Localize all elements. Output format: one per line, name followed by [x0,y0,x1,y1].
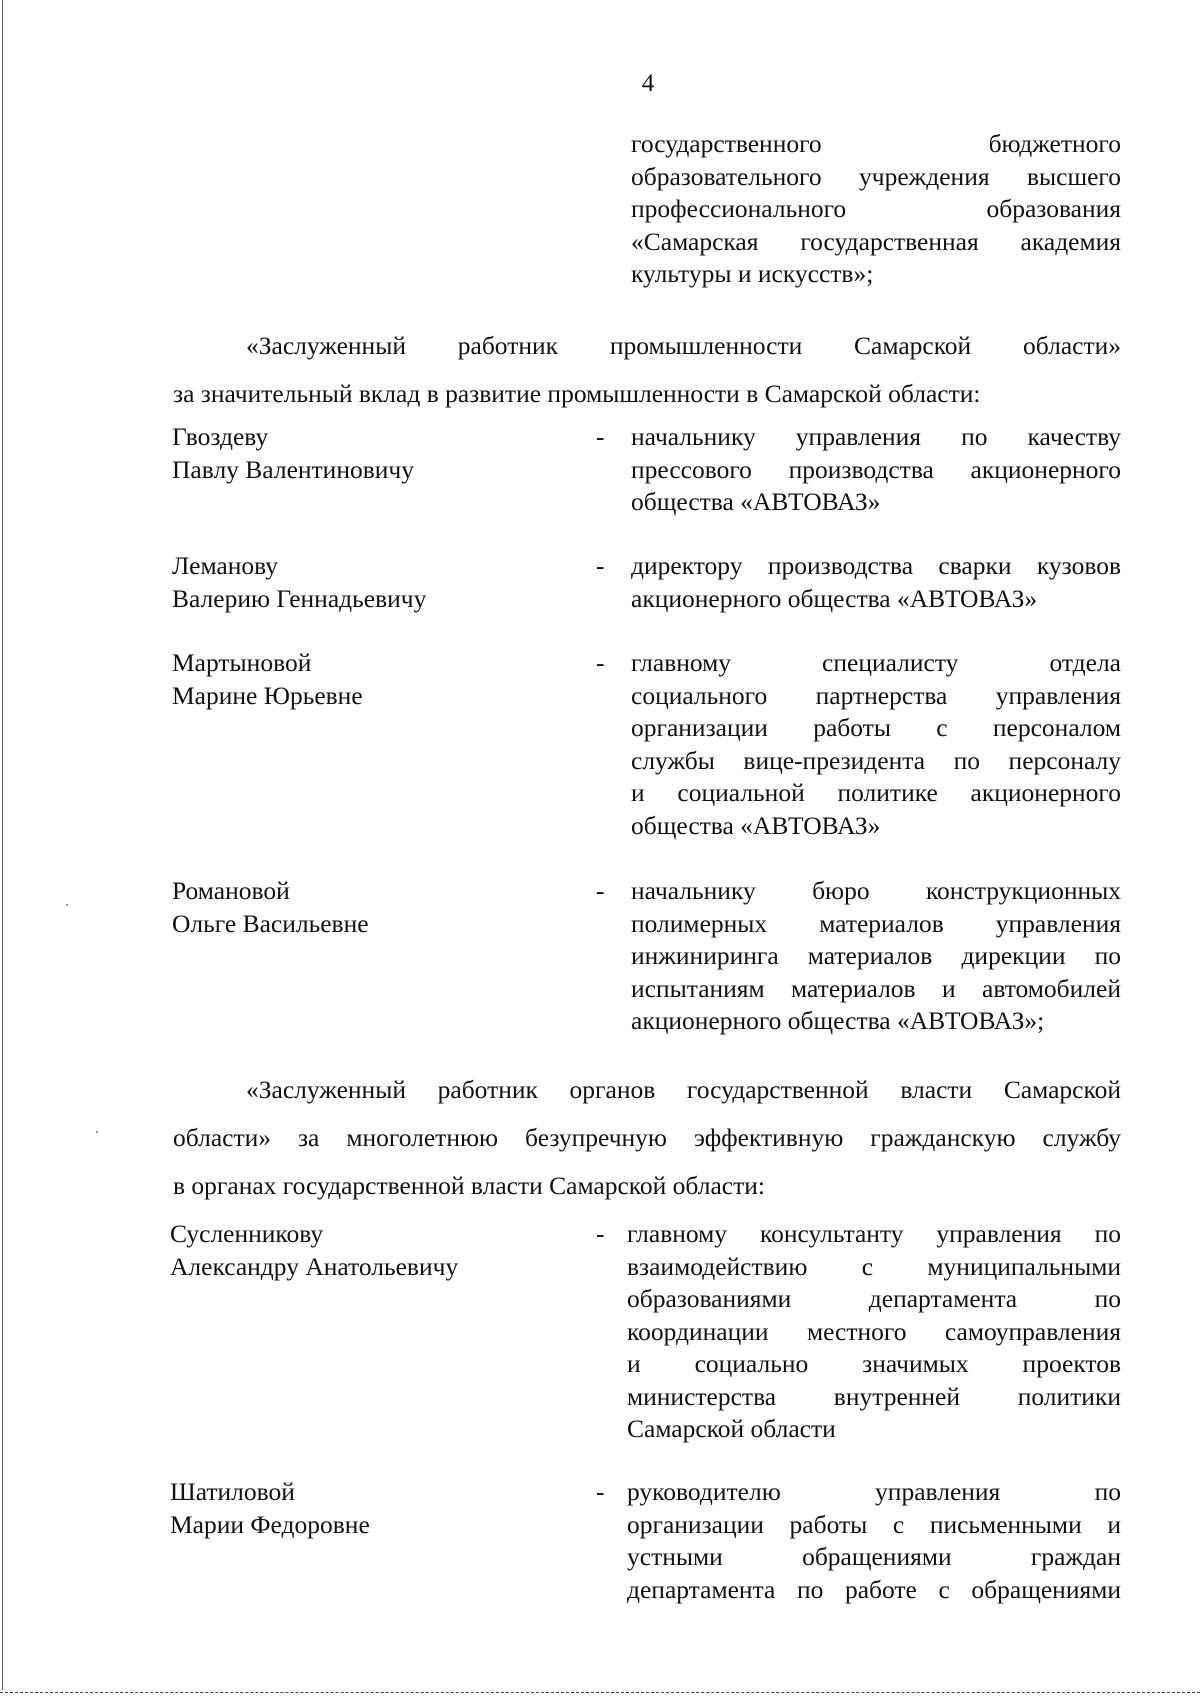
section2-heading-line: «Заслуженный работник органов государственной власти Самарской [246,1075,1121,1104]
position-line: социального партнерства управления [631,680,1121,710]
position-line: испытаниям материалов и автомобилей [631,973,1121,1003]
position-line: акционерного общества «АВТОВАЗ»; [631,1006,1045,1035]
recipient-surname: Мартыновой [172,648,312,677]
section1-heading-line: «Заслуженный работник промышленности Самарской области» [246,331,1121,360]
position-line: устными обращениями граждан [627,1542,1121,1571]
section1-heading-line: за значительный вклад в развитие промышленности в Самарской области: [173,379,981,408]
page-left-edge [2,0,3,1690]
position-line: службы вице-президента по персоналу [631,745,1121,775]
scan-speck [96,1131,98,1133]
position-line: начальнику управления по качеству [631,422,1121,451]
position-line: директору производства сварки кузовов [631,551,1121,580]
intro-line: образовательного учреждения высшего [631,161,1121,191]
section2-heading-line: области» за многолетнюю безупречную эффективную гражданскую службу [173,1123,1121,1152]
position-line: главному консультанту управления по [627,1219,1121,1248]
recipient-surname: Романовой [172,876,290,905]
position-line: акционерного общества «АВТОВАЗ» [631,583,1038,613]
recipient-position [627,1218,1121,1446]
intro-line: «Самарская государственная академия [631,226,1121,256]
position-line: начальнику бюро конструкционных [631,876,1121,905]
intro-line: культуры и искусств»; [631,259,874,288]
section2-heading-line: в органах государственной власти Самарской области: [173,1171,765,1200]
position-line: руководителю управления по [627,1477,1121,1506]
recipient-surname: Шатиловой [170,1477,295,1506]
intro-line: государственного бюджетного [631,129,1121,158]
intro-line: профессионального образования [631,194,1121,223]
position-line: главному специалисту отдела [631,648,1121,677]
recipient-given-name: Валерию Геннадьевичу [172,583,427,613]
section1-heading [173,322,1121,418]
recipient-position [631,550,1121,615]
page-bottom-edge [0,1692,1200,1693]
entry-dash: - [596,648,605,677]
recipient-given-name: Марии Федоровне [170,1509,370,1539]
recipient-name [172,421,414,486]
recipient-position [627,1476,1121,1606]
recipient-name [172,647,363,712]
position-line: взаимодействию с муниципальными [627,1251,1121,1281]
recipient-given-name: Александру Анатольевичу [170,1251,459,1281]
recipient-surname: Леманову [172,551,279,580]
position-line: и социально значимых проектов [627,1349,1121,1378]
position-line: инжиниринга материалов дирекции по [631,941,1121,970]
recipient-name [172,875,369,940]
section2-heading [173,1066,1121,1210]
entry-dash: - [596,876,605,905]
recipient-given-name: Павлу Валентиновичу [172,454,414,484]
entry-dash: - [596,1219,605,1248]
entry-dash: - [596,551,605,580]
position-line: и социальной политике акционерного [631,778,1121,807]
entry-dash: - [596,422,605,451]
entry-dash: - [596,1477,605,1506]
position-line: прессового производства акционерного [631,454,1121,484]
position-line: полимерных материалов управления [631,908,1121,938]
recipient-position [631,647,1121,842]
recipient-surname: Гвоздеву [172,422,269,451]
position-line: координации местного самоуправления [627,1316,1121,1346]
recipient-position [631,421,1121,519]
recipient-name [170,1218,458,1283]
position-line: Самарской области [627,1414,836,1443]
position-line: департамента по работе с обращениями [627,1574,1121,1604]
recipient-surname: Сусленникову [170,1219,324,1248]
recipient-name [172,550,426,615]
position-line: общества «АВТОВАЗ» [631,487,881,516]
position-line: общества «АВТОВАЗ» [631,810,881,840]
recipient-name [170,1476,370,1541]
scan-speck [66,904,68,906]
position-line: образованиями департамента по [627,1284,1121,1313]
intro-continuation [631,128,1121,291]
position-line: организации работы с персоналом [631,713,1121,742]
position-line: министерства внутренней политики [627,1381,1121,1411]
recipient-position [631,875,1121,1038]
recipient-given-name: Марине Юрьевне [172,680,363,710]
recipient-given-name: Ольге Васильевне [172,908,369,938]
position-line: организации работы с письменными и [627,1509,1121,1539]
page-number: 4 [641,70,655,97]
